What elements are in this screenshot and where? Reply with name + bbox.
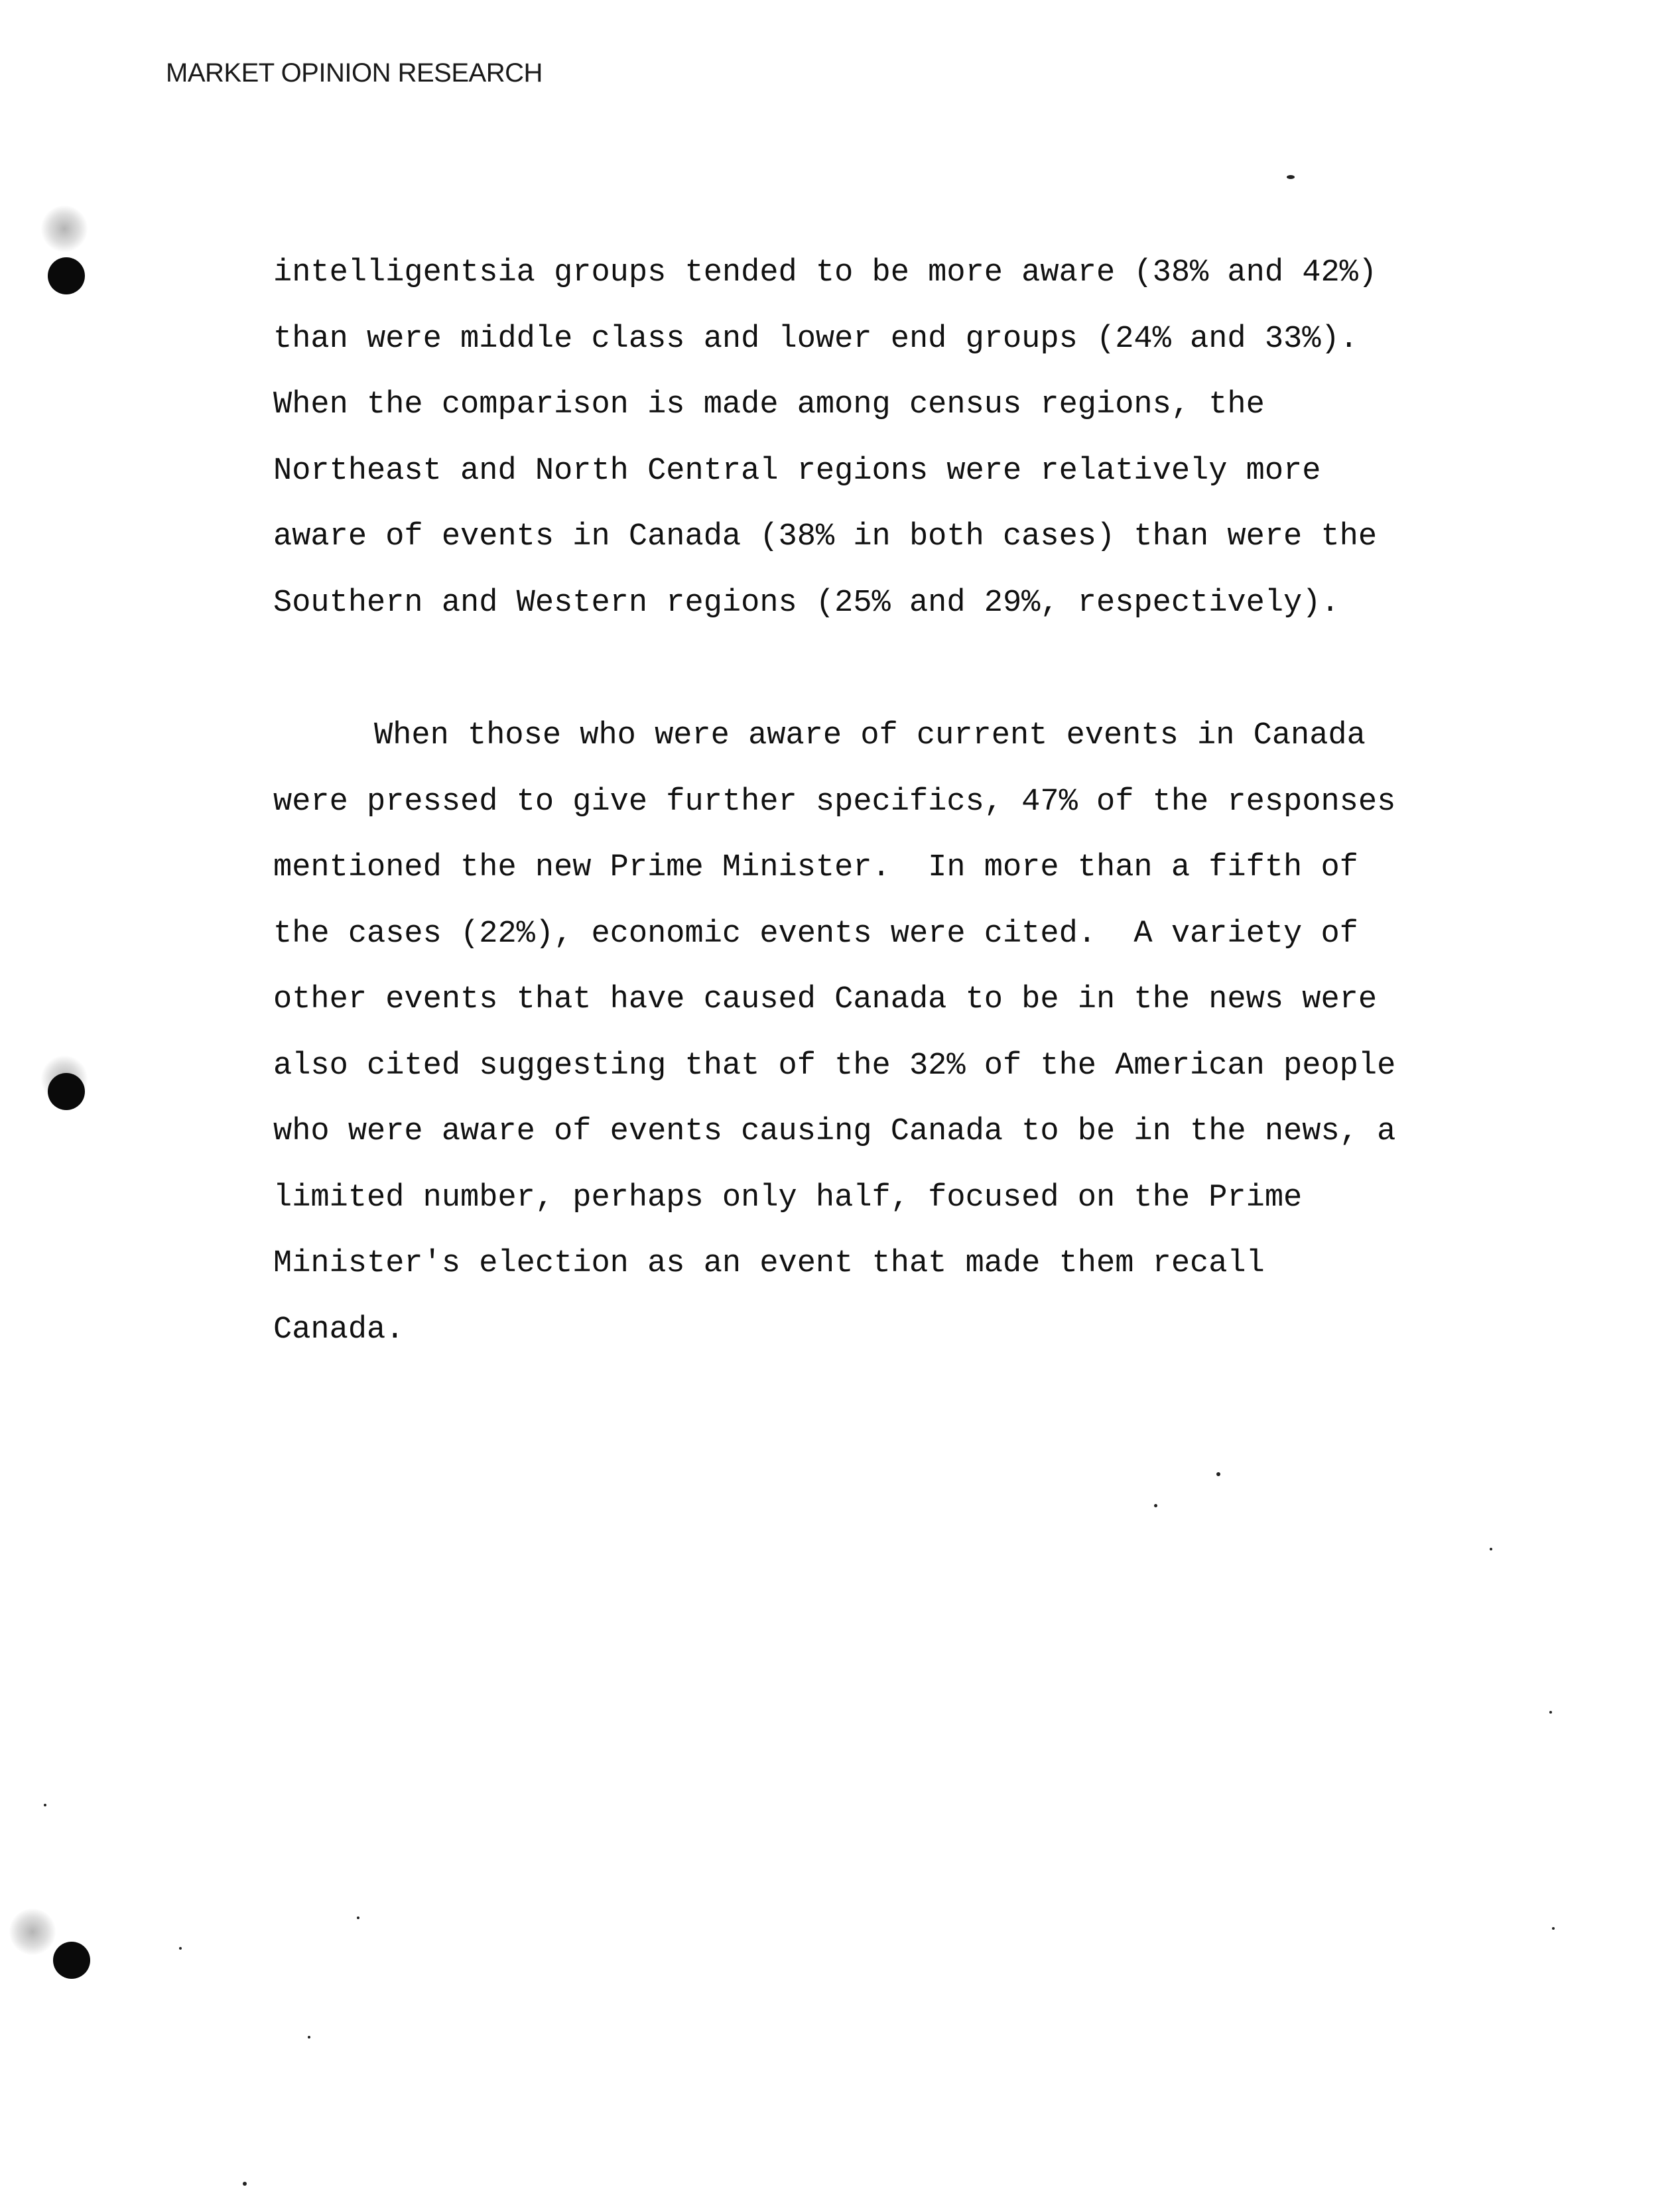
text-line: Northeast and North Central regions were relatively more <box>273 453 1321 489</box>
text-line: When those who were aware of current events in Canada <box>374 718 1366 753</box>
company-header: MARKET OPINION RESEARCH <box>166 58 543 88</box>
scan-speck <box>1552 1927 1555 1930</box>
punch-hole-middle <box>48 1073 85 1110</box>
text-line: intelligentsia groups tended to be more aware (38% and 42%) <box>273 255 1378 290</box>
scan-speck <box>1154 1504 1157 1507</box>
text-line: aware of events in Canada (38% in both cases) than were the <box>273 519 1378 554</box>
punch-hole-bottom <box>53 1942 90 1979</box>
text-line: Canada. <box>273 1312 405 1348</box>
scan-speck <box>1549 1711 1552 1714</box>
text-line: When the comparison is made among census regions, the <box>273 387 1265 422</box>
punch-hole-top-halo <box>41 206 88 252</box>
scan-speck <box>357 1916 359 1919</box>
text-line: limited number, perhaps only half, focused on the Prime <box>273 1180 1303 1216</box>
text-line: Southern and Western regions (25% and 29%, respectively). <box>273 585 1340 621</box>
scan-speck <box>1216 1472 1220 1476</box>
text-line: Minister's election as an event that made them recall <box>273 1246 1265 1281</box>
scan-speck <box>179 1947 182 1950</box>
text-line: mentioned the new Prime Minister. In more than a fifth of <box>273 850 1358 885</box>
paragraph-2 <box>273 703 1494 1363</box>
text-line: who were aware of events causing Canada to be in the news, a <box>273 1114 1396 1149</box>
text-line: than were middle class and lower end groups (24% and 33%). <box>273 321 1358 357</box>
punch-hole-bottom-halo <box>9 1909 56 1955</box>
text-line: were pressed to give further specifics, 47% of the responses <box>273 784 1396 820</box>
scan-speck <box>243 2182 247 2186</box>
text-line: also cited suggesting that of the 32% of the American people <box>273 1048 1396 1084</box>
text-line: the cases (22%), economic events were cited. A variety of <box>273 916 1358 952</box>
punch-hole-top <box>48 257 85 294</box>
scan-speck <box>44 1804 46 1806</box>
paragraph-1 <box>273 240 1494 636</box>
scan-speck <box>1490 1548 1492 1550</box>
scan-speck <box>308 2036 310 2039</box>
text-line: other events that have caused Canada to be in the news were <box>273 982 1378 1017</box>
scan-speck <box>1287 175 1295 179</box>
